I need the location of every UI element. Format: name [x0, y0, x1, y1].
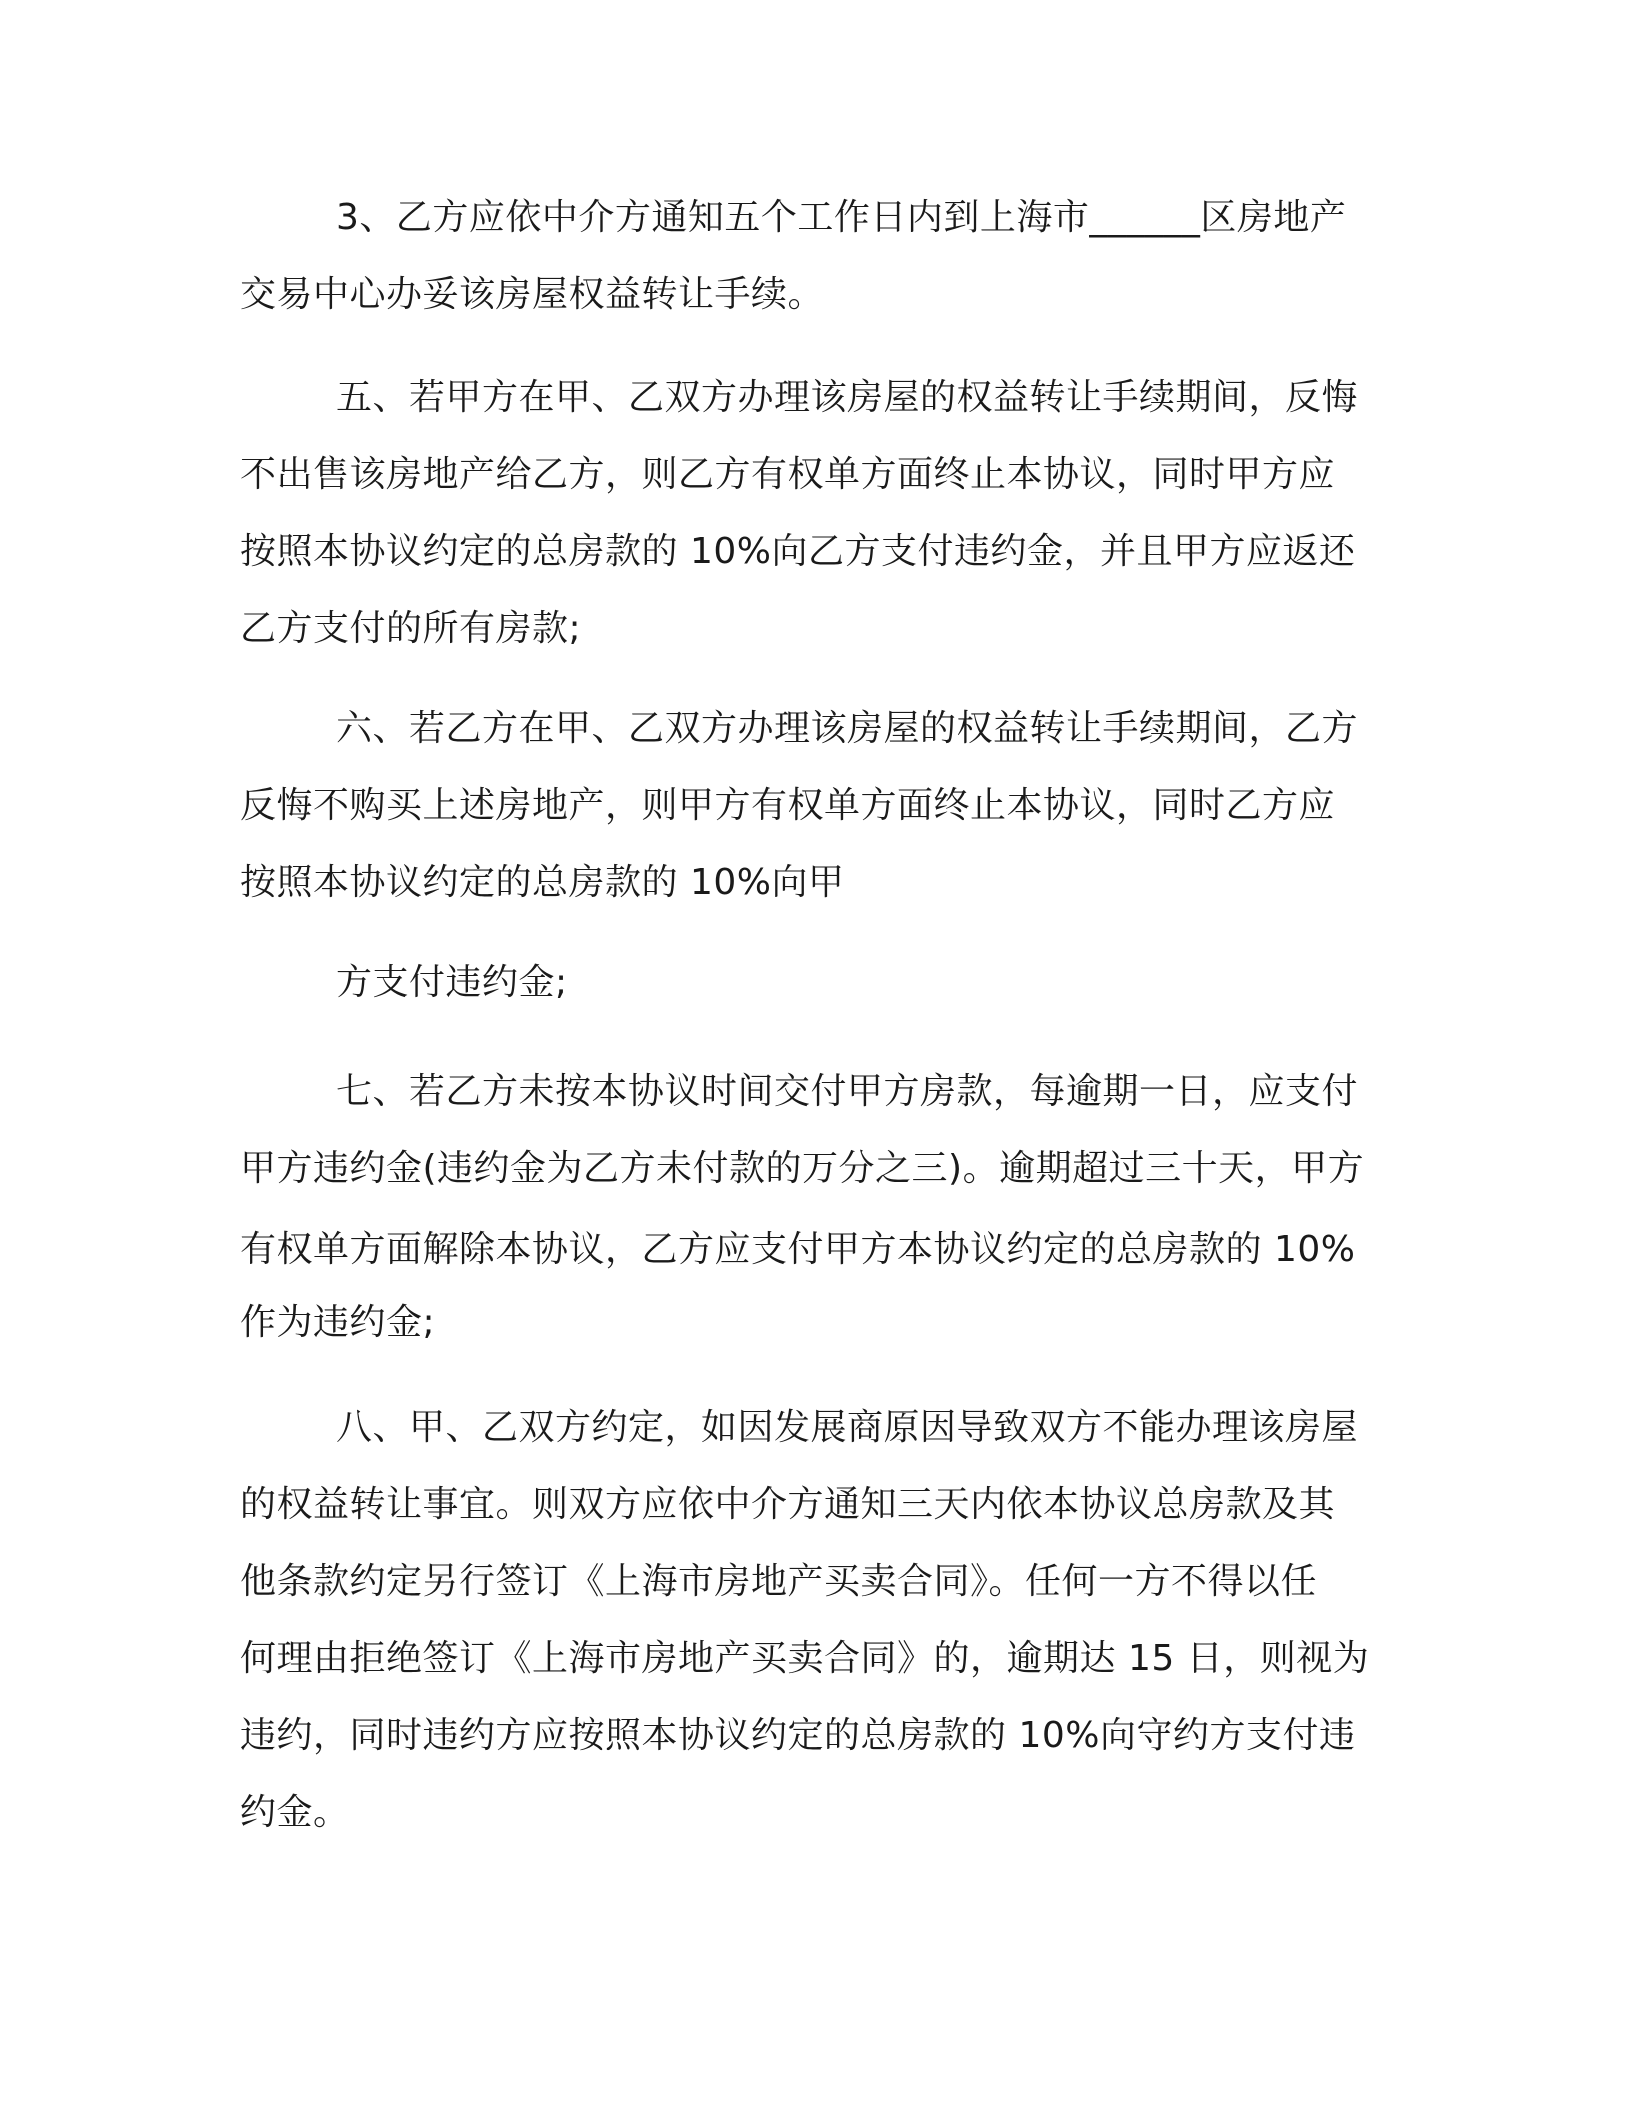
- paragraph-line: 何理由拒绝签订《上海市房地产买卖合同》的，逾期达 15 日，则视为: [240, 1638, 1370, 1679]
- paragraph-line: 有权单方面解除本协议，乙方应支付甲方本协议约定的总房款的 10%: [240, 1229, 1356, 1270]
- paragraph-line: 甲方违约金(违约金为乙方未付款的万分之三)。逾期超过三十天，甲方: [240, 1148, 1365, 1189]
- paragraph-line: 按照本协议约定的总房款的 10%向甲: [240, 862, 845, 903]
- paragraph-line: 乙方支付的所有房款;: [240, 608, 582, 649]
- paragraph-line: 六、若乙方在甲、乙双方办理该房屋的权益转让手续期间，乙方: [336, 708, 1359, 749]
- paragraph-line: 3、乙方应依中介方通知五个工作日内到上海市______区房地产: [336, 197, 1347, 238]
- paragraph-line: 违约，同时违约方应按照本协议约定的总房款的 10%向守约方支付违: [240, 1715, 1356, 1756]
- paragraph-line: 五、若甲方在甲、乙双方办理该房屋的权益转让手续期间，反悔: [336, 377, 1359, 418]
- paragraph-line: 按照本协议约定的总房款的 10%向乙方支付违约金，并且甲方应返还: [240, 531, 1356, 572]
- paragraph-line: 他条款约定另行签订《上海市房地产买卖合同》。任何一方不得以任: [240, 1561, 1318, 1602]
- paragraph-line: 的权益转让事宜。则双方应依中介方通知三天内依本协议总房款及其: [240, 1484, 1336, 1525]
- paragraph-line: 方支付违约金;: [336, 962, 568, 1003]
- paragraph-line: 不出售该房地产给乙方，则乙方有权单方面终止本协议，同时甲方应: [240, 454, 1336, 495]
- paragraph-line: 反悔不购买上述房地产，则甲方有权单方面终止本协议，同时乙方应: [240, 785, 1336, 826]
- paragraph-line: 八、甲、乙双方约定，如因发展商原因导致双方不能办理该房屋: [336, 1407, 1359, 1448]
- paragraph-line: 作为违约金;: [240, 1302, 436, 1343]
- paragraph-line: 交易中心办妥该房屋权益转让手续。: [240, 274, 825, 315]
- paragraph-line: 约金。: [240, 1792, 350, 1833]
- paragraph-line: 七、若乙方未按本协议时间交付甲方房款，每逾期一日，应支付: [336, 1071, 1359, 1112]
